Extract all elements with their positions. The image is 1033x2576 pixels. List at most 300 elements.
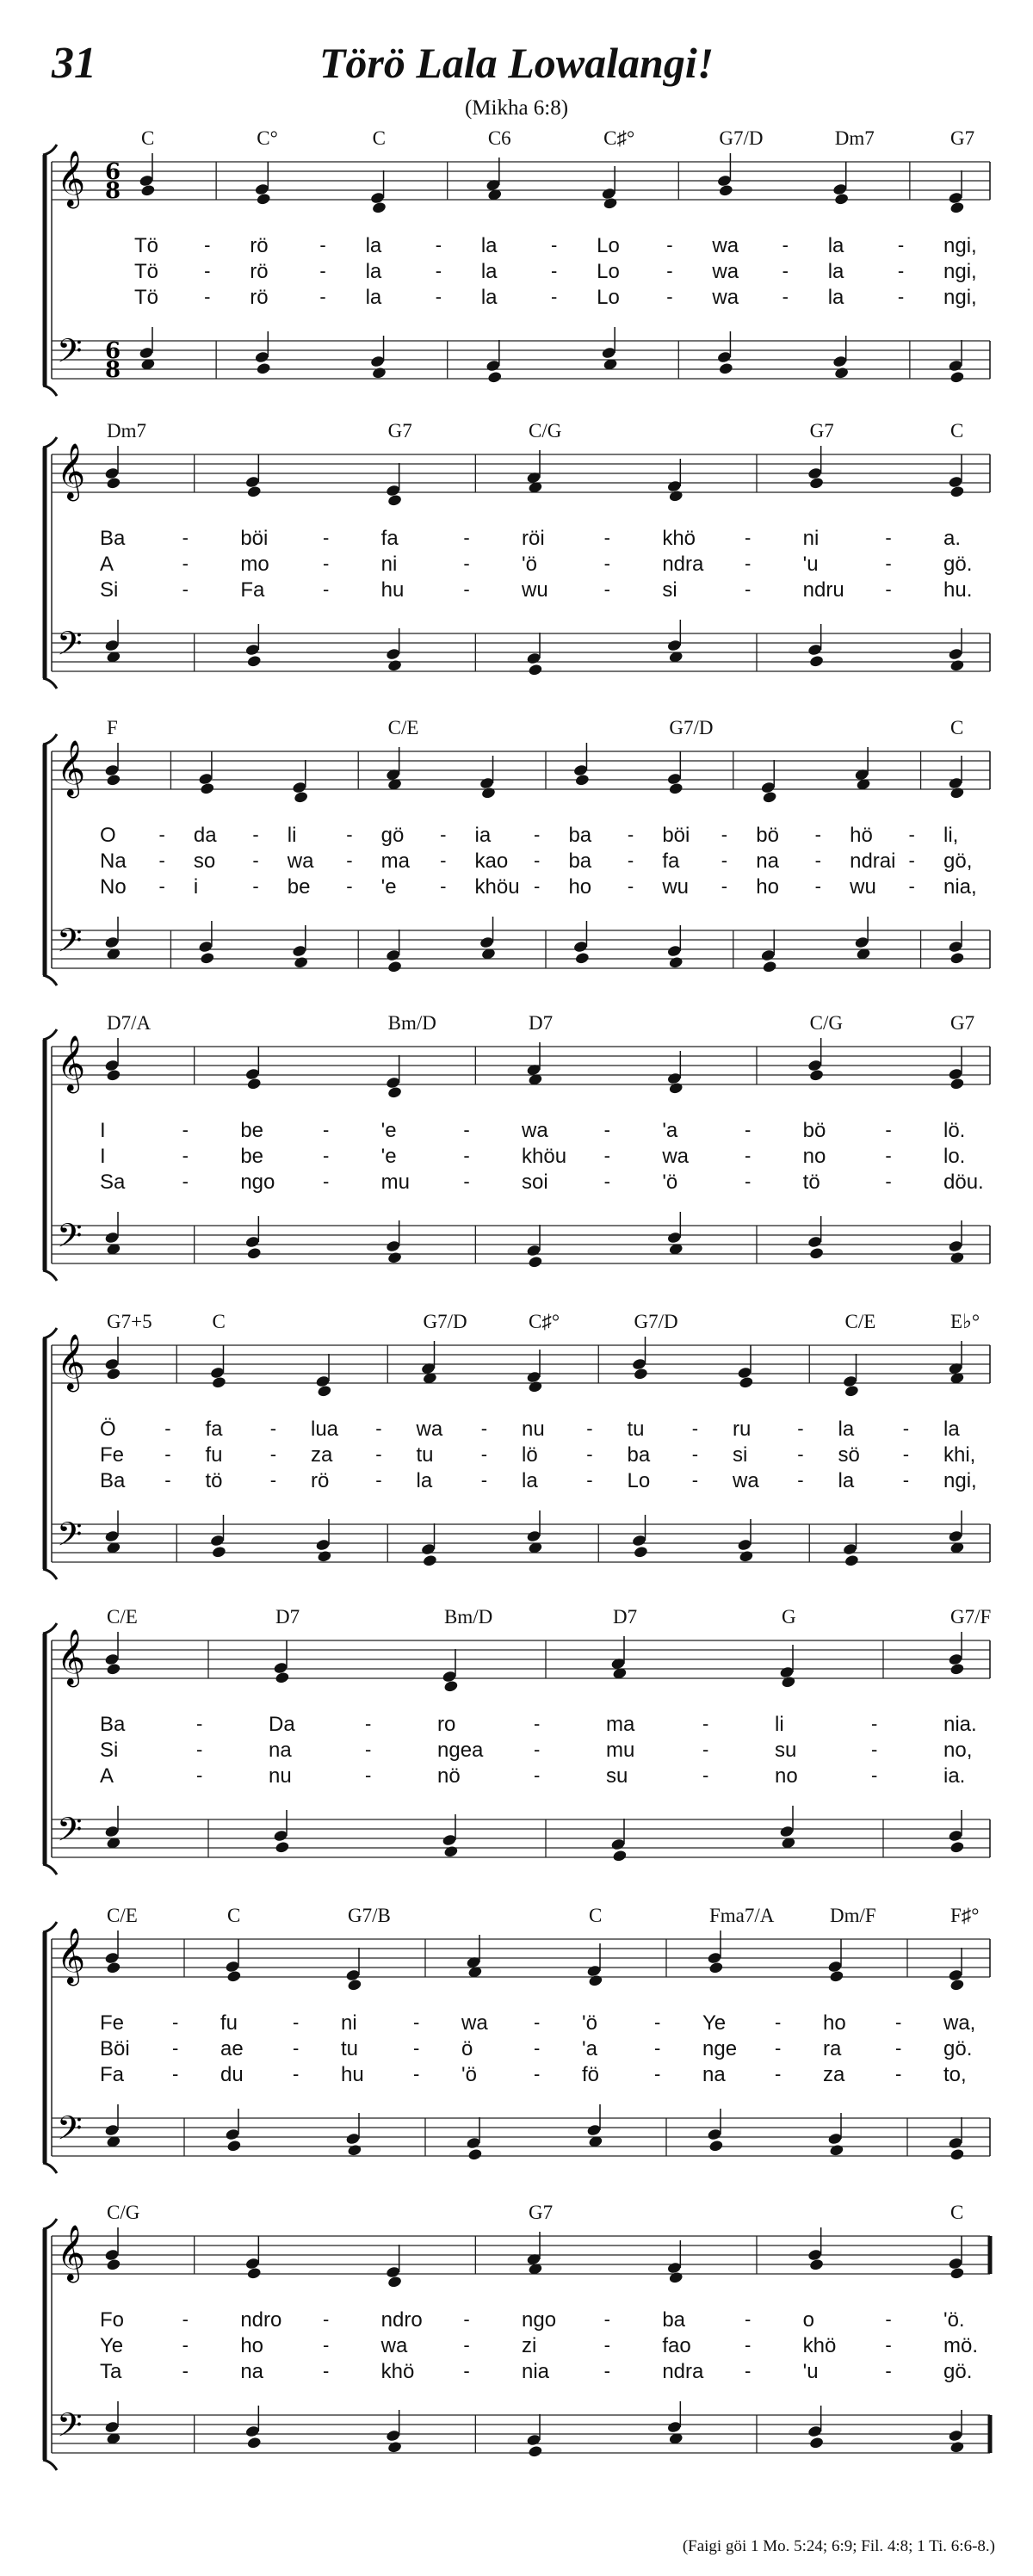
alto-note-head — [844, 1385, 859, 1398]
chord-symbol: E♭° — [950, 1311, 980, 1332]
bracket-top — [43, 1328, 57, 1338]
treble-clef-icon: 𝄞 — [57, 740, 86, 796]
chord-symbol: C — [227, 1905, 241, 1926]
bass-note-head — [487, 371, 503, 384]
chord-symbol: C/E — [387, 717, 419, 738]
lyric-syllable: nia — [522, 2360, 550, 2383]
syllable-hyphen: - — [269, 1443, 277, 1465]
alto-note-head — [140, 184, 156, 197]
syllable-hyphen: - — [885, 1145, 892, 1166]
bass-note-head — [317, 1550, 332, 1563]
lyric-syllable: tö — [802, 1171, 820, 1194]
syllable-hyphen: - — [814, 849, 821, 871]
bass-note-head — [211, 1546, 226, 1559]
syllable-hyphen: - — [895, 2063, 902, 2085]
lyric-syllable: I — [100, 1119, 106, 1142]
lyric-syllable: wu — [850, 875, 876, 899]
lyric-syllable: na — [269, 1739, 292, 1762]
syllable-hyphen: - — [323, 2308, 330, 2330]
syllable-hyphen: - — [897, 234, 905, 256]
syllable-hyphen: - — [814, 875, 821, 897]
lyric-syllable: ra — [823, 2037, 842, 2060]
lyric-syllable: A — [100, 1764, 114, 1788]
syllable-hyphen: - — [603, 1119, 610, 1140]
lyric-syllable: za — [823, 2063, 845, 2086]
syllable-hyphen: - — [365, 1739, 372, 1760]
alto-note-head — [211, 1376, 226, 1389]
syllable-hyphen: - — [603, 553, 610, 574]
lyric-syllable: la — [416, 1469, 433, 1492]
syllable-hyphen: - — [775, 2063, 782, 2085]
lyric-syllable: la — [838, 1418, 855, 1441]
alto-note-head — [588, 1974, 603, 1987]
lyric-syllable: ma — [606, 1713, 635, 1736]
bass-note-head — [528, 664, 543, 676]
lyric-syllable: Fa — [100, 2063, 125, 2086]
lyric-syllable: ro — [437, 1713, 456, 1736]
syllable-hyphen: - — [158, 875, 165, 897]
syllable-hyphen: - — [269, 1469, 277, 1491]
lyric-syllable: ho — [756, 875, 779, 899]
syllable-hyphen: - — [534, 875, 541, 897]
lyric-syllable: li — [287, 824, 297, 847]
bracket-top — [43, 1623, 57, 1634]
syllable-hyphen: - — [323, 1145, 330, 1166]
chord-symbol: C/G — [529, 420, 562, 442]
alto-note-head — [106, 1069, 121, 1082]
syllable-hyphen: - — [654, 2011, 661, 2033]
lyric-syllable: no, — [943, 1739, 973, 1762]
lyric-syllable: hu — [380, 578, 405, 602]
alto-note-head — [574, 774, 590, 787]
lyric-syllable: bö — [756, 824, 779, 847]
alto-note-head — [275, 1671, 290, 1684]
syllable-hyphen: - — [182, 578, 189, 600]
lyric-syllable: wu — [662, 875, 690, 899]
lyric-syllable: la — [943, 1418, 960, 1441]
syllable-hyphen: - — [158, 824, 165, 845]
syllable-hyphen: - — [534, 1764, 541, 1786]
syllable-hyphen: - — [534, 1713, 541, 1734]
staff-lines — [0, 2203, 1033, 2522]
chord-symbol: C — [141, 127, 155, 149]
syllable-hyphen: - — [413, 2037, 420, 2059]
syllable-hyphen: - — [745, 553, 752, 574]
bass-note-head — [949, 659, 965, 672]
bass-note-head — [844, 1554, 859, 1567]
alto-note-head — [106, 774, 121, 787]
bass-note-head — [226, 2140, 242, 2153]
lyric-syllable: ho — [568, 875, 592, 899]
alto-note-head — [246, 485, 262, 498]
system-2 — [0, 422, 1033, 740]
bracket-top — [43, 1029, 57, 1040]
lyric-syllable: Tö — [134, 286, 159, 309]
time-signature-bottom: 8 — [105, 178, 121, 204]
chord-symbol: D7 — [529, 1012, 554, 1034]
lyric-syllable: wa — [522, 1119, 548, 1142]
syllable-hyphen: - — [603, 527, 610, 548]
lyric-syllable: A — [100, 553, 114, 576]
lyric-syllable: 'a — [582, 2037, 597, 2060]
chord-symbol: G7+5 — [107, 1311, 152, 1332]
bass-note-head — [809, 655, 825, 668]
lyric-syllable: hö — [850, 824, 873, 847]
syllable-hyphen: - — [885, 2360, 892, 2381]
bass-note-head — [528, 2445, 543, 2458]
lyric-syllable: la — [827, 286, 844, 309]
lyric-syllable: la — [365, 234, 382, 257]
lyric-syllable: wa — [712, 234, 739, 257]
lyric-syllable: wa — [733, 1469, 759, 1492]
lyric-syllable: Si — [100, 1739, 119, 1762]
syllable-hyphen: - — [480, 1443, 488, 1465]
syllable-hyphen: - — [463, 2334, 470, 2356]
syllable-hyphen: - — [164, 1443, 171, 1465]
lyric-syllable: na — [756, 849, 779, 873]
syllable-hyphen: - — [204, 234, 211, 256]
lyric-syllable: Tö — [134, 260, 159, 283]
lyric-syllable: lo. — [943, 1145, 966, 1168]
syllable-hyphen: - — [666, 260, 673, 281]
chord-symbol: C — [589, 1905, 603, 1926]
alto-note-head — [949, 2267, 965, 2280]
time-signature-top: 6 — [105, 338, 121, 364]
chord-symbol: G7 — [387, 420, 412, 442]
bass-note-head — [739, 1550, 754, 1563]
syllable-hyphen: - — [586, 1443, 593, 1465]
lyric-syllable: 'a — [662, 1119, 678, 1142]
system-6 — [0, 1608, 1033, 1926]
syllable-hyphen: - — [908, 849, 915, 871]
lyric-syllable: tu — [341, 2037, 359, 2060]
syllable-hyphen: - — [346, 824, 353, 845]
alto-note-head — [949, 1979, 965, 1992]
lyric-syllable: wa, — [943, 2011, 976, 2035]
lyric-syllable: 'ö — [461, 2063, 477, 2086]
syllable-hyphen: - — [182, 527, 189, 548]
chord-symbol: C — [372, 127, 386, 149]
bass-note-head — [834, 367, 850, 380]
lyric-syllable: fao — [662, 2334, 691, 2357]
syllable-hyphen: - — [897, 260, 905, 281]
syllable-hyphen: - — [413, 2011, 420, 2033]
syllable-hyphen: - — [323, 2334, 330, 2356]
syllable-hyphen: - — [435, 286, 442, 307]
syllable-hyphen: - — [666, 234, 673, 256]
syllable-hyphen: - — [323, 527, 330, 548]
syllable-hyphen: - — [603, 578, 610, 600]
syllable-hyphen: - — [745, 1119, 752, 1140]
alto-note-head — [481, 787, 497, 800]
syllable-hyphen: - — [319, 234, 326, 256]
staff-lines — [0, 1313, 1033, 1631]
syllable-hyphen: - — [666, 286, 673, 307]
syllable-hyphen: - — [346, 875, 353, 897]
lyric-syllable: ndra — [662, 553, 704, 576]
chord-symbol: D7/A — [107, 1012, 152, 1034]
lyric-syllable: za — [311, 1443, 333, 1467]
lyric-syllable: gö. — [943, 2360, 973, 2383]
syllable-hyphen: - — [814, 824, 821, 845]
lyric-syllable: wa — [380, 2334, 408, 2357]
syllable-hyphen: - — [319, 260, 326, 281]
time-signature-bottom: 8 — [105, 357, 121, 383]
lyric-syllable: ia — [474, 824, 492, 847]
bass-note-head — [829, 2144, 844, 2157]
syllable-hyphen: - — [603, 1145, 610, 1166]
alto-note-head — [668, 2271, 684, 2284]
lyric-syllable: Na — [100, 849, 127, 873]
lyric-syllable: fö — [582, 2063, 600, 2086]
alto-note-head — [809, 2258, 825, 2271]
lyric-syllable: la — [827, 234, 844, 257]
bass-note-head — [718, 362, 733, 375]
syllable-hyphen: - — [902, 1418, 910, 1439]
chord-symbol: G7/D — [719, 127, 764, 149]
lyric-syllable: wa — [287, 849, 314, 873]
syllable-hyphen: - — [721, 849, 728, 871]
syllable-hyphen: - — [365, 1764, 372, 1786]
chord-symbol: G7/D — [634, 1311, 678, 1332]
lyric-syllable: ba — [568, 824, 592, 847]
syllable-hyphen: - — [603, 2308, 610, 2330]
alto-note-head — [633, 1368, 648, 1381]
syllable-hyphen: - — [627, 824, 634, 845]
syllable-hyphen: - — [182, 1145, 189, 1166]
lyric-syllable: gö. — [943, 553, 973, 576]
syllable-hyphen: - — [797, 1469, 804, 1491]
lyric-syllable: na — [702, 2063, 726, 2086]
alto-note-head — [668, 782, 684, 795]
syllable-hyphen: - — [182, 2360, 189, 2381]
lyric-syllable: khö — [380, 2360, 415, 2383]
lyric-syllable: ho — [823, 2011, 846, 2035]
bass-note-head — [467, 2148, 483, 2161]
bass-note-head — [387, 2441, 403, 2454]
bass-note-head — [949, 1251, 965, 1264]
syllable-hyphen: - — [534, 2037, 541, 2059]
syllable-hyphen: - — [204, 260, 211, 281]
bracket-bottom — [43, 1864, 57, 1875]
alto-note-head — [949, 485, 965, 498]
system-3 — [0, 719, 1033, 1037]
chord-symbol: F♯° — [950, 1905, 980, 1926]
syllable-hyphen: - — [885, 2334, 892, 2356]
alto-note-head — [708, 1961, 724, 1974]
chord-symbol: C — [950, 717, 964, 738]
lyric-syllable: la — [365, 260, 382, 283]
bracket-bottom — [43, 386, 57, 396]
syllable-hyphen: - — [885, 527, 892, 548]
bracket-bottom — [43, 2460, 57, 2470]
lyric-syllable: tö — [205, 1469, 223, 1492]
syllable-hyphen: - — [440, 875, 447, 897]
bass-clef-icon: 𝄢 — [57, 331, 83, 378]
chord-symbol: C — [950, 420, 964, 442]
lyric-syllable: döu. — [943, 1171, 984, 1194]
chord-symbol: Dm7 — [834, 127, 875, 149]
syllable-hyphen: - — [897, 286, 905, 307]
bass-note-head — [668, 956, 684, 969]
syllable-hyphen: - — [885, 1171, 892, 1192]
chord-symbol: C — [212, 1311, 226, 1332]
lyric-syllable: fa — [380, 527, 399, 550]
syllable-hyphen: - — [902, 1443, 910, 1465]
lyric-syllable: bö — [802, 1119, 826, 1142]
bass-clef-icon: 𝄢 — [57, 921, 83, 967]
lyric-syllable: no — [775, 1764, 798, 1788]
lyric-syllable: ndru — [802, 578, 844, 602]
lyric-syllable: nia, — [943, 875, 977, 899]
system-5 — [0, 1313, 1033, 1631]
syllable-hyphen: - — [721, 824, 728, 845]
lyric-syllable: Sa — [100, 1171, 126, 1194]
syllable-hyphen: - — [895, 2011, 902, 2033]
lyric-syllable: Fe — [100, 1443, 125, 1467]
lyric-syllable: O — [100, 824, 116, 847]
lyric-syllable: la — [480, 286, 498, 309]
lyric-syllable: Tö — [134, 234, 159, 257]
bass-note-head — [347, 2144, 362, 2157]
lyric-syllable: gö. — [943, 2037, 973, 2060]
lyric-syllable: tu — [627, 1418, 645, 1441]
bass-note-head — [574, 952, 590, 965]
alto-note-head — [387, 494, 403, 507]
lyric-syllable: böi — [240, 527, 269, 550]
syllable-hyphen: - — [463, 1145, 470, 1166]
syllable-hyphen: - — [440, 849, 447, 871]
bass-note-head — [949, 1841, 965, 1854]
syllable-hyphen: - — [323, 2360, 330, 2381]
syllable-hyphen: - — [413, 2063, 420, 2085]
lyric-syllable: ho — [240, 2334, 264, 2357]
bass-clef-icon: 𝄢 — [57, 2109, 83, 2155]
alto-note-head — [443, 1680, 459, 1693]
syllable-hyphen: - — [172, 2011, 179, 2033]
syllable-hyphen: - — [323, 1119, 330, 1140]
lyric-syllable: No — [100, 875, 127, 899]
alto-note-head — [372, 201, 387, 214]
syllable-hyphen: - — [775, 2037, 782, 2059]
bass-note-head — [528, 1256, 543, 1269]
alto-note-head — [949, 1078, 965, 1090]
syllable-hyphen: - — [603, 1171, 610, 1192]
lyric-syllable: lua — [311, 1418, 339, 1441]
syllable-hyphen: - — [293, 2011, 300, 2033]
lyric-syllable: la — [827, 260, 844, 283]
lyric-syllable: nu — [522, 1418, 545, 1441]
lyric-syllable: rö — [311, 1469, 330, 1492]
chord-symbol: Bm/D — [444, 1606, 493, 1628]
syllable-hyphen: - — [252, 849, 259, 871]
staff-lines — [0, 1906, 1033, 2225]
alto-note-head — [106, 1961, 121, 1974]
chord-symbol: C♯° — [529, 1311, 560, 1332]
chord-symbol: G7/D — [669, 717, 714, 738]
system-7 — [0, 1906, 1033, 2225]
bass-note-head — [809, 2437, 825, 2449]
syllable-hyphen: - — [182, 553, 189, 574]
chord-symbol: C° — [257, 127, 278, 149]
lyric-syllable: Ye — [100, 2334, 124, 2357]
syllable-hyphen: - — [797, 1418, 804, 1439]
lyric-syllable: 'e — [380, 875, 397, 899]
lyric-syllable: ma — [380, 849, 410, 873]
syllable-hyphen: - — [885, 553, 892, 574]
bracket-bottom — [43, 975, 57, 985]
lyric-syllable: nge — [702, 2037, 738, 2060]
syllable-hyphen: - — [534, 849, 541, 871]
lyric-syllable: khi, — [943, 1443, 976, 1467]
syllable-hyphen: - — [745, 1171, 752, 1192]
syllable-hyphen: - — [871, 1713, 878, 1734]
lyric-syllable: Ta — [100, 2360, 122, 2383]
syllable-hyphen: - — [654, 2063, 661, 2085]
lyric-syllable: nia. — [943, 1713, 977, 1736]
lyric-syllable: hu. — [943, 578, 973, 602]
syllable-hyphen: - — [627, 875, 634, 897]
lyric-syllable: ni — [802, 527, 820, 550]
alto-note-head — [739, 1376, 754, 1389]
chord-symbol: C/E — [844, 1311, 876, 1332]
alto-note-head — [294, 791, 309, 804]
lyric-syllable: ni — [341, 2011, 357, 2035]
lyric-syllable: 'ö — [662, 1171, 678, 1194]
lyric-syllable: Ö — [100, 1418, 116, 1441]
lyric-syllable: ba — [568, 849, 592, 873]
chord-symbol: G7/B — [348, 1905, 391, 1926]
alto-note-head — [106, 1663, 121, 1676]
chord-symbol: C — [950, 2202, 964, 2223]
alto-note-head — [246, 1078, 262, 1090]
syllable-hyphen: - — [702, 1764, 709, 1786]
chord-symbol: G7 — [950, 127, 975, 149]
syllable-hyphen: - — [319, 286, 326, 307]
syllable-hyphen: - — [346, 849, 353, 871]
bass-clef-icon: 𝄢 — [57, 1810, 83, 1856]
alto-note-head — [718, 184, 733, 197]
lyric-syllable: kao — [474, 849, 509, 873]
syllable-hyphen: - — [603, 2360, 610, 2381]
hymn-number: 31 — [52, 39, 96, 88]
syllable-hyphen: - — [745, 578, 752, 600]
lyric-syllable: 'u — [802, 553, 819, 576]
syllable-hyphen: - — [435, 260, 442, 281]
chord-symbol: F — [107, 717, 118, 738]
syllable-hyphen: - — [463, 1119, 470, 1140]
chord-symbol: C6 — [487, 127, 511, 149]
lyric-syllable: su — [606, 1764, 628, 1788]
treble-clef-icon: 𝄞 — [57, 1629, 86, 1685]
syllable-hyphen: - — [534, 2063, 541, 2085]
syllable-hyphen: - — [745, 1145, 752, 1166]
syllable-hyphen: - — [293, 2063, 300, 2085]
syllable-hyphen: - — [293, 2037, 300, 2059]
chord-symbol: C/G — [809, 1012, 843, 1034]
syllable-hyphen: - — [164, 1418, 171, 1439]
alto-note-head — [834, 193, 850, 206]
syllable-hyphen: - — [586, 1418, 593, 1439]
syllable-hyphen: - — [745, 2334, 752, 2356]
syllable-hyphen: - — [908, 824, 915, 845]
lyric-syllable: ngea — [437, 1739, 484, 1762]
lyric-syllable: fa — [205, 1418, 223, 1441]
lyric-syllable: wa — [416, 1418, 443, 1441]
treble-clef-icon: 𝄞 — [57, 2225, 86, 2281]
chord-symbol: D7 — [275, 1606, 300, 1628]
lyric-syllable: Lo — [627, 1469, 651, 1492]
